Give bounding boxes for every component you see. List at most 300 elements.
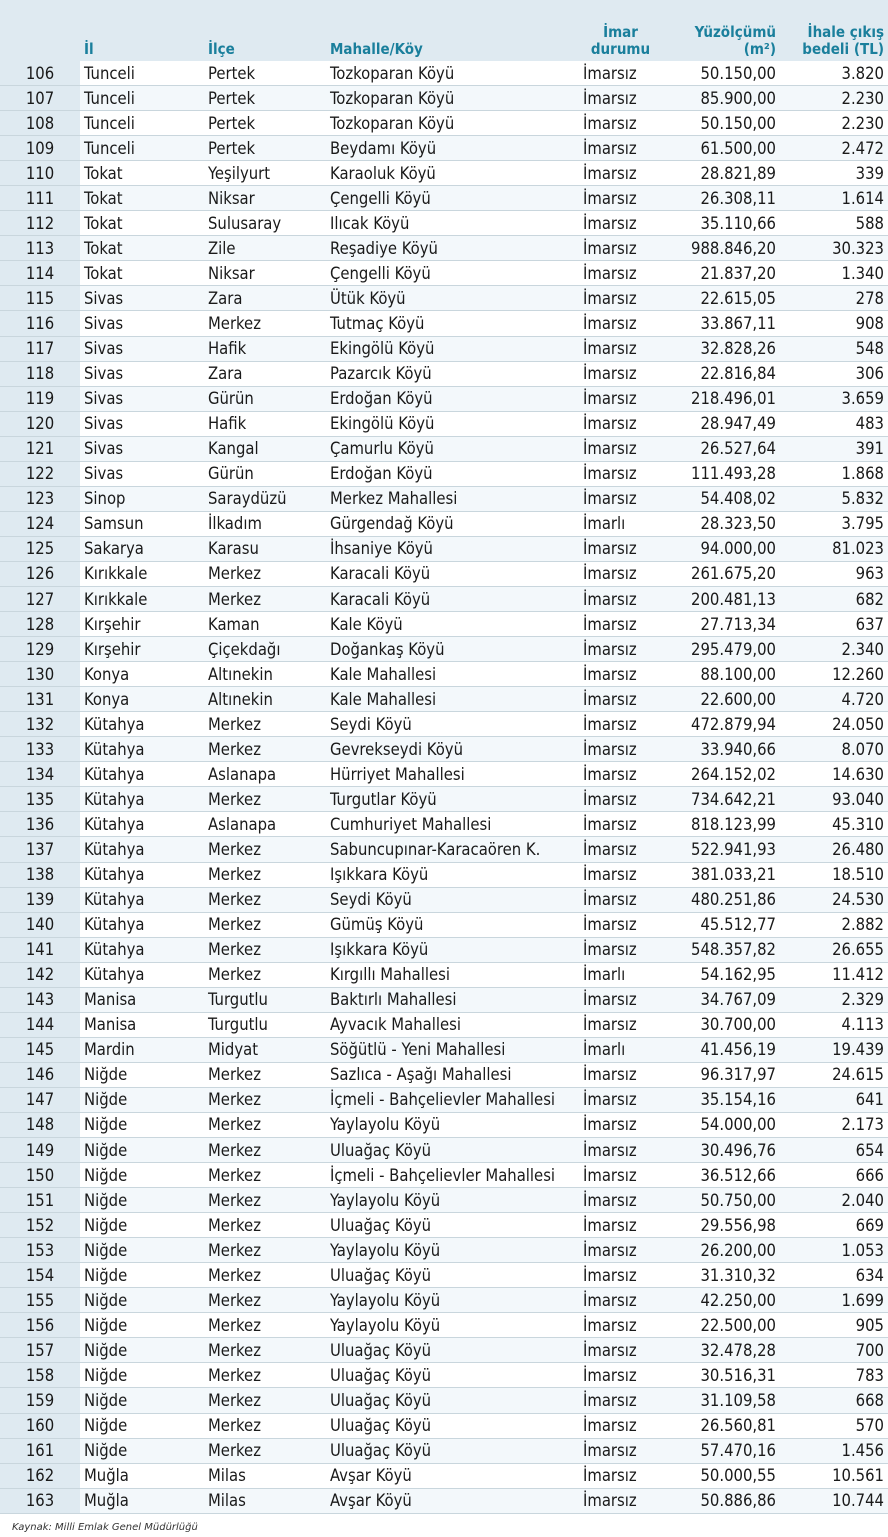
zoning-status-cell: İmarsız — [579, 1488, 662, 1513]
neighborhood-cell: Hürriyet Mahallesi — [326, 762, 579, 787]
table-row — [0, 1463, 888, 1488]
zoning-status-cell: İmarsız — [579, 361, 662, 386]
neighborhood-cell: Ayvacık Mahallesi — [326, 1012, 579, 1037]
area-cell: 61.500,00 — [662, 136, 780, 161]
province-cell: Niğde — [80, 1363, 204, 1388]
row-number: 159 — [0, 1388, 80, 1413]
zoning-status-cell: İmarsız — [579, 536, 662, 561]
zoning-status-cell: İmarsız — [579, 737, 662, 762]
district-cell: İlkadım — [204, 511, 326, 536]
auction-price-cell: 1.456 — [780, 1438, 888, 1463]
province-cell: Niğde — [80, 1288, 204, 1313]
neighborhood-cell: Karacali Köyü — [326, 586, 579, 611]
table-row — [0, 136, 888, 161]
row-number: 116 — [0, 311, 80, 336]
row-number: 153 — [0, 1238, 80, 1263]
province-cell: Sivas — [80, 311, 204, 336]
province-cell: Tokat — [80, 161, 204, 186]
auction-price-cell: 783 — [780, 1363, 888, 1388]
province-cell: Niğde — [80, 1087, 204, 1112]
province-cell: Sivas — [80, 386, 204, 411]
neighborhood-cell: İçmeli - Bahçelievler Mahallesi — [326, 1163, 579, 1188]
neighborhood-cell: Kale Köyü — [326, 612, 579, 637]
area-cell: 54.000,00 — [662, 1112, 780, 1137]
neighborhood-cell: Erdoğan Köyü — [326, 461, 579, 486]
neighborhood-cell: Baktırlı Mahallesi — [326, 987, 579, 1012]
table-row — [0, 461, 888, 486]
province-cell: Niğde — [80, 1263, 204, 1288]
zoning-status-cell: İmarsız — [579, 261, 662, 286]
table-row — [0, 912, 888, 937]
area-cell: 85.900,00 — [662, 86, 780, 111]
province-cell: Kütahya — [80, 912, 204, 937]
area-cell: 28.821,89 — [662, 161, 780, 186]
neighborhood-cell: İhsaniye Köyü — [326, 536, 579, 561]
district-cell: Merkez — [204, 1112, 326, 1137]
table-row — [0, 1213, 888, 1238]
district-cell: Milas — [204, 1488, 326, 1513]
row-number: 152 — [0, 1213, 80, 1238]
province-cell: Manisa — [80, 987, 204, 1012]
row-number: 110 — [0, 161, 80, 186]
neighborhood-cell: Çengelli Köyü — [326, 261, 579, 286]
auction-price-cell: 908 — [780, 311, 888, 336]
header-ilce: İlçe — [204, 0, 326, 61]
area-cell: 381.033,21 — [662, 862, 780, 887]
district-cell: Hafik — [204, 336, 326, 361]
province-cell: Kütahya — [80, 762, 204, 787]
neighborhood-cell: Turgutlar Köyü — [326, 787, 579, 812]
neighborhood-cell: Sabuncupınar-Karacaören K. — [326, 837, 579, 862]
auction-price-cell: 548 — [780, 336, 888, 361]
district-cell: Merkez — [204, 1263, 326, 1288]
zoning-status-cell: İmarsız — [579, 1413, 662, 1438]
zoning-status-cell: İmarsız — [579, 211, 662, 236]
area-cell: 50.886,86 — [662, 1488, 780, 1513]
table-row — [0, 86, 888, 111]
auction-price-cell: 669 — [780, 1213, 888, 1238]
row-number: 125 — [0, 536, 80, 561]
table-header — [0, 0, 888, 61]
zoning-status-cell: İmarsız — [579, 887, 662, 912]
province-cell: Kütahya — [80, 937, 204, 962]
area-cell: 218.496,01 — [662, 386, 780, 411]
district-cell: Merkez — [204, 311, 326, 336]
district-cell: Hafik — [204, 411, 326, 436]
district-cell: Merkez — [204, 1138, 326, 1163]
row-number: 137 — [0, 837, 80, 862]
district-cell: Pertek — [204, 136, 326, 161]
neighborhood-cell: Ütük Köyü — [326, 286, 579, 311]
province-cell: Kütahya — [80, 737, 204, 762]
province-cell: Niğde — [80, 1388, 204, 1413]
zoning-status-cell: İmarsız — [579, 436, 662, 461]
district-cell: Zara — [204, 286, 326, 311]
province-cell: Sivas — [80, 461, 204, 486]
row-number: 158 — [0, 1363, 80, 1388]
area-cell: 30.496,76 — [662, 1138, 780, 1163]
table-row — [0, 637, 888, 662]
district-cell: Altınekin — [204, 687, 326, 712]
zoning-status-cell: İmarsız — [579, 1438, 662, 1463]
neighborhood-cell: Beydamı Köyü — [326, 136, 579, 161]
province-cell: Sivas — [80, 361, 204, 386]
district-cell: Zile — [204, 236, 326, 261]
province-cell: Kırşehir — [80, 612, 204, 637]
zoning-status-cell: İmarsız — [579, 1313, 662, 1338]
district-cell: Merkez — [204, 1188, 326, 1213]
table-row — [0, 1313, 888, 1338]
neighborhood-cell: Işıkkara Köyü — [326, 937, 579, 962]
neighborhood-cell: Merkez Mahallesi — [326, 486, 579, 511]
row-number: 122 — [0, 461, 80, 486]
area-cell: 22.816,84 — [662, 361, 780, 386]
table-row — [0, 1012, 888, 1037]
province-cell: Kütahya — [80, 812, 204, 837]
row-number: 109 — [0, 136, 80, 161]
area-cell: 28.947,49 — [662, 411, 780, 436]
header-ihale-line2: bedeli (TL) — [802, 40, 884, 58]
table-row — [0, 436, 888, 461]
zoning-status-cell: İmarsız — [579, 787, 662, 812]
row-number: 136 — [0, 812, 80, 837]
zoning-status-cell: İmarlı — [579, 962, 662, 987]
neighborhood-cell: Pazarcık Köyü — [326, 361, 579, 386]
table-row — [0, 586, 888, 611]
header-row — [0, 0, 888, 61]
table-row — [0, 937, 888, 962]
province-cell: Tunceli — [80, 61, 204, 86]
district-cell: Merkez — [204, 1413, 326, 1438]
auction-price-cell: 81.023 — [780, 536, 888, 561]
neighborhood-cell: Uluağaç Köyü — [326, 1388, 579, 1413]
district-cell: Merkez — [204, 1288, 326, 1313]
neighborhood-cell: Işıkkara Köyü — [326, 862, 579, 887]
zoning-status-cell: İmarsız — [579, 186, 662, 211]
zoning-status-cell: İmarsız — [579, 286, 662, 311]
neighborhood-cell: Uluağaç Köyü — [326, 1413, 579, 1438]
row-number: 160 — [0, 1413, 80, 1438]
area-cell: 50.000,55 — [662, 1463, 780, 1488]
auction-price-cell: 3.659 — [780, 386, 888, 411]
zoning-status-cell: İmarsız — [579, 336, 662, 361]
area-cell: 36.512,66 — [662, 1163, 780, 1188]
neighborhood-cell: Yaylayolu Köyü — [326, 1238, 579, 1263]
auction-price-cell: 654 — [780, 1138, 888, 1163]
district-cell: Merkez — [204, 837, 326, 862]
area-cell: 31.310,32 — [662, 1263, 780, 1288]
auction-price-cell: 666 — [780, 1163, 888, 1188]
area-cell: 548.357,82 — [662, 937, 780, 962]
province-cell: Kütahya — [80, 712, 204, 737]
district-cell: Merkez — [204, 912, 326, 937]
province-cell: Muğla — [80, 1488, 204, 1513]
neighborhood-cell: Yaylayolu Köyü — [326, 1112, 579, 1137]
area-cell: 31.109,58 — [662, 1388, 780, 1413]
area-cell: 22.500,00 — [662, 1313, 780, 1338]
table-row — [0, 662, 888, 687]
neighborhood-cell: Uluağaç Köyü — [326, 1213, 579, 1238]
district-cell: Merkez — [204, 1338, 326, 1363]
row-number: 127 — [0, 586, 80, 611]
auction-price-cell: 14.630 — [780, 762, 888, 787]
neighborhood-cell: Avşar Köyü — [326, 1488, 579, 1513]
province-cell: Sivas — [80, 286, 204, 311]
table-row — [0, 486, 888, 511]
row-number: 151 — [0, 1188, 80, 1213]
province-cell: Tokat — [80, 236, 204, 261]
auction-price-cell: 2.340 — [780, 637, 888, 662]
area-cell: 988.846,20 — [662, 236, 780, 261]
header-imar — [579, 0, 662, 61]
auction-price-cell: 19.439 — [780, 1037, 888, 1062]
row-number: 126 — [0, 561, 80, 586]
auction-price-cell: 1.614 — [780, 186, 888, 211]
auction-price-cell: 2.040 — [780, 1188, 888, 1213]
row-number: 124 — [0, 511, 80, 536]
header-yuzolcumu-line1: Yüzölçümü — [694, 23, 776, 41]
zoning-status-cell: İmarsız — [579, 612, 662, 637]
header-il: İl — [80, 0, 204, 61]
row-number: 113 — [0, 236, 80, 261]
neighborhood-cell: Yaylayolu Köyü — [326, 1188, 579, 1213]
area-cell: 32.478,28 — [662, 1338, 780, 1363]
district-cell: Turgutlu — [204, 987, 326, 1012]
row-number: 108 — [0, 111, 80, 136]
row-number: 140 — [0, 912, 80, 937]
table-row — [0, 1062, 888, 1087]
province-cell: Kütahya — [80, 837, 204, 862]
neighborhood-cell: Uluağaç Köyü — [326, 1438, 579, 1463]
district-cell: Altınekin — [204, 662, 326, 687]
row-number: 141 — [0, 937, 80, 962]
district-cell: Çiçekdağı — [204, 637, 326, 662]
province-cell: Niğde — [80, 1112, 204, 1137]
area-cell: 26.560,81 — [662, 1413, 780, 1438]
auction-price-cell: 2.472 — [780, 136, 888, 161]
auction-price-cell: 2.230 — [780, 111, 888, 136]
table-row — [0, 1438, 888, 1463]
table-row — [0, 737, 888, 762]
district-cell: Merkez — [204, 887, 326, 912]
neighborhood-cell: Erdoğan Köyü — [326, 386, 579, 411]
zoning-status-cell: İmarsız — [579, 236, 662, 261]
auction-price-cell: 641 — [780, 1087, 888, 1112]
area-cell: 42.250,00 — [662, 1288, 780, 1313]
table-row — [0, 1338, 888, 1363]
table-row — [0, 1288, 888, 1313]
zoning-status-cell: İmarsız — [579, 637, 662, 662]
province-cell: Kütahya — [80, 962, 204, 987]
table-row — [0, 1238, 888, 1263]
zoning-status-cell: İmarsız — [579, 561, 662, 586]
province-cell: Kırşehir — [80, 637, 204, 662]
row-number: 121 — [0, 436, 80, 461]
district-cell: Merkez — [204, 561, 326, 586]
table-row — [0, 787, 888, 812]
area-cell: 29.556,98 — [662, 1213, 780, 1238]
auction-price-cell: 391 — [780, 436, 888, 461]
row-number: 117 — [0, 336, 80, 361]
table-row — [0, 211, 888, 236]
row-number: 131 — [0, 687, 80, 712]
area-cell: 50.150,00 — [662, 111, 780, 136]
neighborhood-cell: Gürgendağ Köyü — [326, 511, 579, 536]
table-row — [0, 1138, 888, 1163]
neighborhood-cell: Kale Mahallesi — [326, 662, 579, 687]
zoning-status-cell: İmarsız — [579, 61, 662, 86]
auction-price-cell: 3.795 — [780, 511, 888, 536]
neighborhood-cell: Kale Mahallesi — [326, 687, 579, 712]
table-row — [0, 1413, 888, 1438]
district-cell: Zara — [204, 361, 326, 386]
table-row — [0, 887, 888, 912]
table-row — [0, 862, 888, 887]
district-cell: Merkez — [204, 737, 326, 762]
row-number: 128 — [0, 612, 80, 637]
row-number: 163 — [0, 1488, 80, 1513]
area-cell: 26.200,00 — [662, 1238, 780, 1263]
neighborhood-cell: Avşar Köyü — [326, 1463, 579, 1488]
province-cell: Kırıkkale — [80, 561, 204, 586]
auction-price-cell: 1.699 — [780, 1288, 888, 1313]
neighborhood-cell: Doğankaş Köyü — [326, 637, 579, 662]
neighborhood-cell: Ekingölü Köyü — [326, 411, 579, 436]
area-cell: 264.152,02 — [662, 762, 780, 787]
province-cell: Samsun — [80, 511, 204, 536]
district-cell: Gürün — [204, 386, 326, 411]
area-cell: 45.512,77 — [662, 912, 780, 937]
province-cell: Kütahya — [80, 787, 204, 812]
province-cell: Tokat — [80, 186, 204, 211]
district-cell: Pertek — [204, 86, 326, 111]
table-row — [0, 536, 888, 561]
district-cell: Aslanapa — [204, 762, 326, 787]
table-row — [0, 286, 888, 311]
district-cell: Merkez — [204, 1238, 326, 1263]
area-cell: 818.123,99 — [662, 812, 780, 837]
area-cell: 200.481,13 — [662, 586, 780, 611]
area-cell: 41.456,19 — [662, 1037, 780, 1062]
neighborhood-cell: İçmeli - Bahçelievler Mahallesi — [326, 1087, 579, 1112]
table-row — [0, 386, 888, 411]
row-number: 135 — [0, 787, 80, 812]
province-cell: Sivas — [80, 436, 204, 461]
district-cell: Niksar — [204, 186, 326, 211]
table-row — [0, 186, 888, 211]
province-cell: Kütahya — [80, 862, 204, 887]
district-cell: Niksar — [204, 261, 326, 286]
area-cell: 261.675,20 — [662, 561, 780, 586]
table-row — [0, 411, 888, 436]
district-cell: Saraydüzü — [204, 486, 326, 511]
area-cell: 295.479,00 — [662, 637, 780, 662]
province-cell: Niğde — [80, 1413, 204, 1438]
row-number: 134 — [0, 762, 80, 787]
zoning-status-cell: İmarlı — [579, 511, 662, 536]
province-cell: Sinop — [80, 486, 204, 511]
zoning-status-cell: İmarsız — [579, 1338, 662, 1363]
neighborhood-cell: Kırgıllı Mahallesi — [326, 962, 579, 987]
auction-price-cell: 588 — [780, 211, 888, 236]
area-cell: 27.713,34 — [662, 612, 780, 637]
district-cell: Aslanapa — [204, 812, 326, 837]
neighborhood-cell: Karacali Köyü — [326, 561, 579, 586]
district-cell: Merkez — [204, 586, 326, 611]
zoning-status-cell: İmarsız — [579, 1138, 662, 1163]
zoning-status-cell: İmarsız — [579, 1288, 662, 1313]
zoning-status-cell: İmarsız — [579, 461, 662, 486]
area-cell: 94.000,00 — [662, 536, 780, 561]
neighborhood-cell: Cumhuriyet Mahallesi — [326, 812, 579, 837]
row-number: 142 — [0, 962, 80, 987]
zoning-status-cell: İmarsız — [579, 712, 662, 737]
area-cell: 21.837,20 — [662, 261, 780, 286]
district-cell: Yeşilyurt — [204, 161, 326, 186]
row-number: 119 — [0, 386, 80, 411]
zoning-status-cell: İmarsız — [579, 1012, 662, 1037]
row-number: 115 — [0, 286, 80, 311]
district-cell: Merkez — [204, 1388, 326, 1413]
neighborhood-cell: Yaylayolu Köyü — [326, 1313, 579, 1338]
neighborhood-cell: Gevrekseydi Köyü — [326, 737, 579, 762]
area-cell: 35.110,66 — [662, 211, 780, 236]
header-yuzolcumu-line2: (m²) — [743, 40, 776, 58]
zoning-status-cell: İmarsız — [579, 111, 662, 136]
row-number: 148 — [0, 1112, 80, 1137]
row-number: 143 — [0, 987, 80, 1012]
zoning-status-cell: İmarsız — [579, 862, 662, 887]
neighborhood-cell: Tozkoparan Köyü — [326, 61, 579, 86]
neighborhood-cell: Uluağaç Köyü — [326, 1263, 579, 1288]
district-cell: Kangal — [204, 436, 326, 461]
area-cell: 57.470,16 — [662, 1438, 780, 1463]
row-number: 147 — [0, 1087, 80, 1112]
province-cell: Kütahya — [80, 887, 204, 912]
header-no — [0, 0, 80, 61]
auction-price-cell: 8.070 — [780, 737, 888, 762]
auction-price-cell: 682 — [780, 586, 888, 611]
table-row — [0, 612, 888, 637]
auction-price-cell: 637 — [780, 612, 888, 637]
district-cell: Karasu — [204, 536, 326, 561]
row-number: 129 — [0, 637, 80, 662]
district-cell: Merkez — [204, 1438, 326, 1463]
district-cell: Midyat — [204, 1037, 326, 1062]
row-number: 114 — [0, 261, 80, 286]
area-cell: 32.828,26 — [662, 336, 780, 361]
area-cell: 96.317,97 — [662, 1062, 780, 1087]
neighborhood-cell: Ekingölü Köyü — [326, 336, 579, 361]
table-row — [0, 987, 888, 1012]
province-cell: Manisa — [80, 1012, 204, 1037]
auction-price-cell: 1.053 — [780, 1238, 888, 1263]
table-row — [0, 1037, 888, 1062]
table-row — [0, 812, 888, 837]
area-cell: 734.642,21 — [662, 787, 780, 812]
zoning-status-cell: İmarsız — [579, 1363, 662, 1388]
table-row — [0, 111, 888, 136]
neighborhood-cell: Söğütlü - Yeni Mahallesi — [326, 1037, 579, 1062]
neighborhood-cell: Seydi Köyü — [326, 887, 579, 912]
row-number: 144 — [0, 1012, 80, 1037]
zoning-status-cell: İmarsız — [579, 1213, 662, 1238]
district-cell: Milas — [204, 1463, 326, 1488]
province-cell: Tokat — [80, 261, 204, 286]
area-cell: 522.941,93 — [662, 837, 780, 862]
zoning-status-cell: İmarsız — [579, 1188, 662, 1213]
table-row — [0, 837, 888, 862]
